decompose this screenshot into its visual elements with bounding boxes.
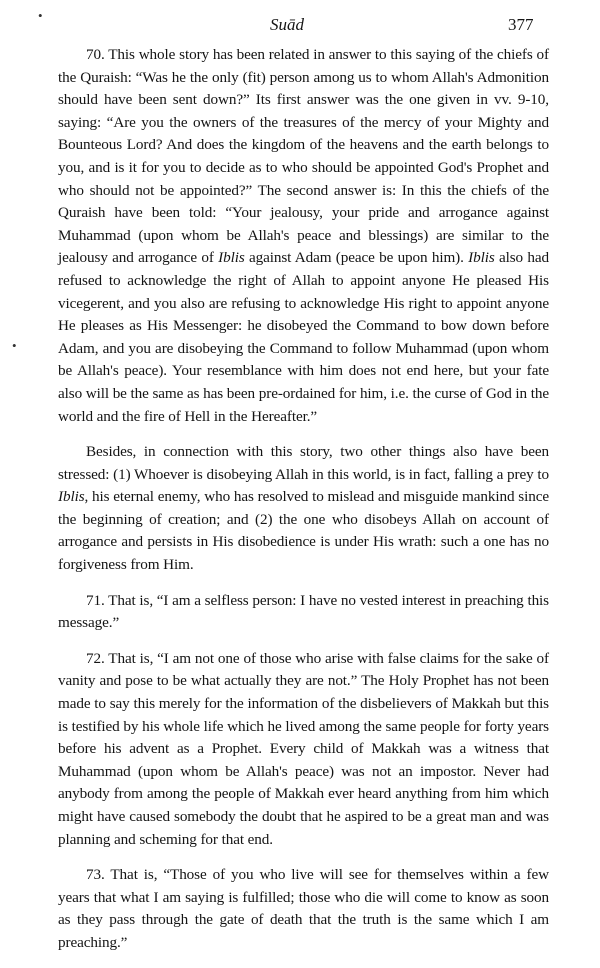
text-run: 70. This whole story has been related in answer to this saying of the chiefs of the Quraish: “Was he the only (fit) person among us to whom Allah's Admonition should have been sent down?” Its first answer was the one given in vv. 9-10, saying: “Are you the owners of the treasures of the mercy of your Mighty and Bounteous Lord? And does the kingdom of the heavens and the earth belongs to you, and is it for you to decide as to who should be appointed God's Prophet and who should not be appointed?” The second answer is: In this the chiefs of the Quraish have been told: “Your jealousy, your pride and arrogance against Muhammad (upon whom be Allah's peace and blessings) are similar to the jealousy and arrogance of — [58, 46, 549, 267]
note-73-paragraph: 73. That is, “Those of you who live will see for themselves within a few years that what I am saying is fulfilled; those who die will come to know as soon as they pass through the gate of death that the truth is the same which I am preaching.” — [58, 866, 549, 951]
page-header — [0, 15, 600, 37]
note-71-paragraph: 71. That is, “I am a selfless person: I have no vested interest in preaching this message.” — [58, 591, 549, 632]
text-run: , his eternal enemy, who has resolved to mislead and misguide mankind since the beginning of creation; and (2) the one who disobeys Allah on account of arrogance and persists in His disobedience is under His wrath: such a one has no forgiveness from Him. — [58, 488, 549, 574]
text-run: Besides, in connection with this story, two other things also have been stressed: (1) Whoever is disobeying Allah in this world, is in fact, falling a prey to — [58, 443, 549, 483]
note-72-paragraph: 72. That is, “I am not one of those who arise with false claims for the sake of vanity and pose to be what actually they are not.” The Holy Prophet has not been made to say this merely for the information of the disbelievers of Makkah but this is testified by his whole life which he lived among the same people for forty years before his advent as a Prophet. Every child of Makkah was a witness that Muhammad (upon whom be Allah's peace) was not an impostor. Never had anybody from among the people of Makkah ever heard anything from him which might have caused somebody the doubt that he aspired to be a great man and was planning and scheming for that end. — [58, 649, 549, 848]
italic-term: Iblis — [218, 249, 245, 267]
running-title: Suād — [270, 15, 304, 34]
margin-mark: • — [12, 338, 17, 353]
margin-mark: • — [38, 8, 43, 23]
note-70-continuation-paragraph — [58, 441, 549, 577]
commentary-body — [58, 44, 549, 968]
text-run: against Adam (peace be upon him). — [244, 249, 469, 267]
note-70-paragraph — [58, 44, 549, 428]
italic-term: Iblis — [58, 488, 85, 506]
page-number: 377 — [508, 15, 534, 34]
text-run: also had refused to acknowledge the right of Allah to appoint anyone He pleased His vicegerent, and you also are refusing to acknowledge His right to appoint anyone He pleases as His Messenger: he disobeyed the Command to bow down before Adam, and you are disobeying the Command to follow Muhammad (upon whom be Allah's peace). Your resemblance with him does not end here, but your fate also will be the same as has been pre-ordained for him, i.e. the curse of God in the world and the fire of Hell in the Hereafter.” — [58, 249, 549, 425]
italic-term: Iblis — [468, 249, 495, 267]
